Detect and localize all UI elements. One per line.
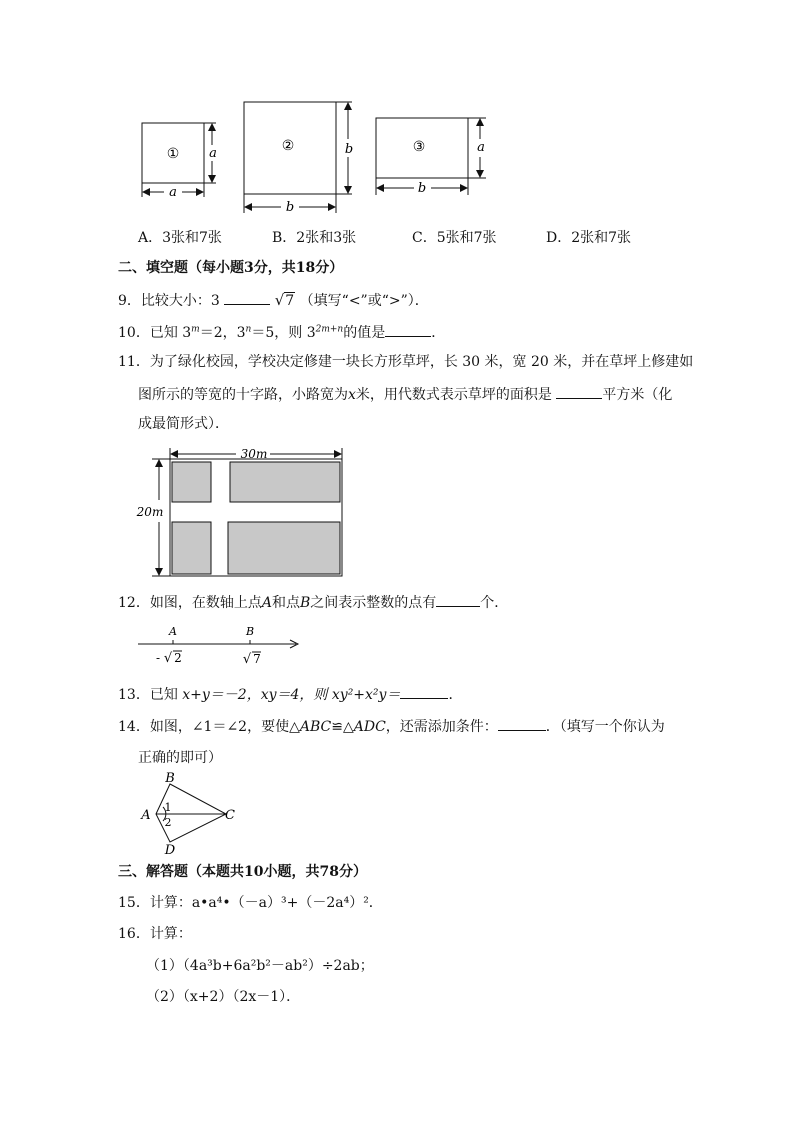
q10-post: 的值是: [343, 325, 386, 341]
vertex-d-label: D: [164, 843, 176, 856]
q12-point-a: A: [261, 595, 272, 611]
q10-exp-m: m: [191, 324, 200, 335]
option-a: A．3张和7张: [138, 230, 222, 246]
question-14-line-1: 14．如图，∠1＝∠2，要使△ABC≌△ADC，还需添加条件： ．（填写一个你认为: [118, 716, 665, 737]
lawn-block-bottom-left: [172, 522, 211, 574]
q12-text-d: 个．: [480, 595, 509, 611]
q10-mid2: ＝5，则 3: [251, 325, 316, 341]
vertex-c-label: C: [225, 808, 235, 823]
q10-exp-2m-n: 2m+n: [315, 324, 344, 335]
q10-mid1: ＝2，3: [199, 325, 246, 341]
square-1-number: ①: [166, 146, 180, 162]
square-1-bottom-label: a: [169, 185, 177, 200]
q10-exp-n: n: [245, 324, 252, 335]
square-2-bottom-label: b: [285, 200, 295, 215]
point-b-sqrt: √: [242, 652, 252, 667]
question-11-line-1: 11．为了绿化校园，学校决定修建一块长方形草坪，长 30 米，宽 20 米，并在草坪上修建如: [118, 354, 694, 370]
angle-2-label: 2: [164, 816, 172, 829]
q11-text-c: 平方米（化: [602, 387, 673, 403]
point-a-label: A: [169, 625, 177, 638]
q14-tri1: ABC: [299, 719, 332, 735]
point-a-radicand: 2: [174, 651, 182, 665]
question-16-part-2: （2）（x+2）（2x－1）．: [146, 989, 301, 1005]
q10-end: ．: [431, 325, 446, 341]
q14-blank: [498, 716, 546, 731]
q13-expr: xy²+x²y＝: [331, 687, 401, 703]
q10-prefix: 10．已知 3: [118, 325, 192, 341]
question-9: [118, 290, 429, 311]
q13-text-a: 13．已知: [118, 687, 183, 703]
question-10: [118, 322, 445, 343]
point-a-sqrt: √: [163, 651, 173, 666]
q14-text-c: ．（填写一个你认为: [545, 719, 665, 735]
q12-text-c: 之间表示整数的点有: [310, 595, 437, 611]
q13-blank: [400, 684, 448, 699]
question-15: 15．计算：a•a⁴•（－a）³+（－2a⁴）²．: [118, 895, 383, 911]
q9-prefix: 9．比较大小：3: [118, 293, 220, 309]
q9-blank: [224, 290, 270, 305]
question-16-part-1: （1）（4a³b+6a²b²－ab²）÷2ab；: [146, 958, 374, 974]
rectangle-3-number: ③: [412, 139, 426, 155]
q12-blank: [436, 592, 480, 607]
square-2-number: ②: [281, 138, 295, 154]
q11-var-x: x: [348, 387, 356, 403]
square-2-side-label: b: [344, 142, 354, 157]
q13-eq1: x+y＝－2，: [182, 687, 261, 703]
q9-radicand: 7: [285, 293, 295, 309]
lawn-height-label: 20m: [136, 505, 164, 519]
question-13: [118, 684, 462, 705]
section-2-title: 二、填空题（每小题3分，共18分）: [118, 260, 344, 276]
option-d: D．2张和7张: [546, 230, 632, 246]
question-11-line-3: 成最简形式）．: [138, 416, 229, 432]
q12-point-b: B: [299, 595, 311, 611]
q13-eq2: xy＝4，则: [260, 687, 332, 703]
q12-text-a: 12．如图，在数轴上点: [118, 595, 262, 611]
square-1-side-label: a: [209, 146, 217, 161]
q14-text-b: ，还需添加条件：: [385, 719, 498, 735]
lawn-block-bottom-right: [228, 522, 340, 574]
section-3-title: 三、解答题（本题共10小题，共78分）: [118, 864, 367, 880]
question-11-line-2: [138, 384, 672, 405]
option-c: C．5张和7张: [412, 230, 497, 246]
vertex-a-label: A: [141, 808, 151, 823]
q12-text-b: 和点: [271, 595, 300, 611]
q9-suffix: （填写“<”或“>”）．: [299, 293, 429, 309]
rectangle-3-bottom-label: b: [417, 181, 427, 196]
question-14-line-2: 正确的即可）: [138, 750, 222, 766]
point-b-label: B: [245, 625, 255, 638]
q11-text-a: 图所示的等宽的十字路，小路宽为: [138, 387, 348, 403]
q10-blank: [385, 322, 431, 337]
question-12: [118, 592, 508, 613]
q11-blank: [556, 384, 602, 399]
point-a-sign: -: [155, 651, 161, 665]
q13-end: ．: [448, 687, 463, 703]
q14-cong: ≌: [331, 719, 343, 735]
squares-figure: [130, 95, 500, 220]
q14-tri2: ADC: [353, 719, 386, 735]
lawn-width-label: 30m: [240, 447, 268, 461]
q11-text-b: 米，用代数式表示草坪的面积是: [355, 387, 552, 403]
option-b: B．2张和3张: [272, 230, 357, 246]
rectangle-3-side-label: a: [477, 140, 485, 155]
point-b-radicand: 7: [253, 652, 261, 666]
vertex-b-label: B: [165, 772, 175, 786]
question-16-title: 16．计算：: [118, 926, 192, 942]
q14-text-a: 14．如图，∠1＝∠2，要使△: [118, 719, 300, 735]
sqrt-symbol: √: [274, 291, 285, 309]
kite-figure: [136, 772, 246, 856]
lawn-block-top-left: [172, 462, 211, 502]
lawn-figure: [132, 442, 352, 582]
number-line-figure: [132, 620, 307, 670]
lawn-block-top-right: [230, 462, 340, 502]
angle-1-label: 1: [164, 801, 172, 814]
